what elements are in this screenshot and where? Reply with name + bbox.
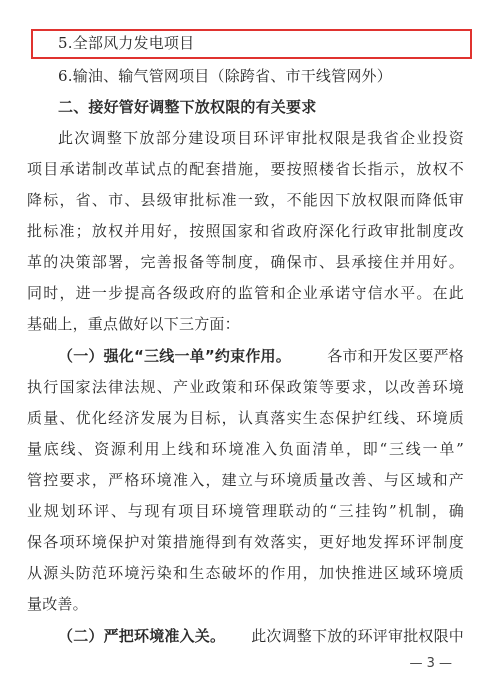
paragraph-line: 量底线、资源利用上线和环境准入负面清单，即“三线一单” [27, 440, 464, 458]
section-heading: 二、接好管好调整下放权限的有关要求 [58, 98, 317, 116]
list-item-5: 5.全部风力发电项目 [58, 34, 195, 52]
paragraph-line: 此次调整下放部分建设项目环评审批权限是我省企业投资 [58, 129, 464, 147]
page-number: — 3 — [409, 656, 452, 671]
subsection-text: 此次调整下放的环评审批权限中 [251, 627, 464, 645]
paragraph-line: 质量、优化经济发展为目标，认真落实生态保护红线、环境质 [27, 409, 464, 427]
paragraph-line: 量改善。 [27, 595, 88, 613]
subsection-text: 各市和开发区要严格 [327, 347, 464, 365]
subsection-title-1: （一）强化“三线一单”约束作用。 [58, 347, 291, 365]
paragraph-line: 执行国家法律法规、产业政策和环保政策等要求，以改善环境 [27, 378, 464, 396]
paragraph-line: 降标，省、市、县级审批标准一致，不能因下放权限而降低审 [27, 191, 464, 209]
paragraph-line: 从源头防范环境污染和生态破坏的作用，加快推进区域环境质 [27, 564, 464, 582]
subsection-line-2 [58, 626, 464, 646]
subsection-line-1 [58, 346, 464, 366]
paragraph-line: 业规划环评、与现有项目环境管理联动的“三挂钩”机制，确 [27, 502, 464, 520]
paragraph-line: 保各项环境保护对策措施得到有效落实，更好地发挥环评制度 [27, 533, 464, 551]
paragraph-line: 项目承诺制改革试点的配套措施，要按照楼省长指示，放权不 [27, 160, 464, 178]
paragraph-line: 同时，进一步提高各级政府的监管和企业承诺守信水平。在此 [27, 284, 464, 302]
paragraph-line: 管控要求，严格环境准入，建立与环境质量改善、与区域和产 [27, 471, 464, 489]
list-item-6: 6.输油、输气管网项目（除跨省、市干线管网外） [58, 67, 392, 85]
subsection-title-2: （二）严把环境准入关。 [58, 627, 226, 645]
paragraph-line: 革的决策部署，完善报备等制度，确保市、县承接住并用好。 [27, 253, 464, 271]
paragraph-line: 批标准；放权并用好，按照国家和省政府深化行政审批制度改 [27, 222, 464, 240]
paragraph-line: 基础上，重点做好以下三方面： [27, 315, 240, 333]
